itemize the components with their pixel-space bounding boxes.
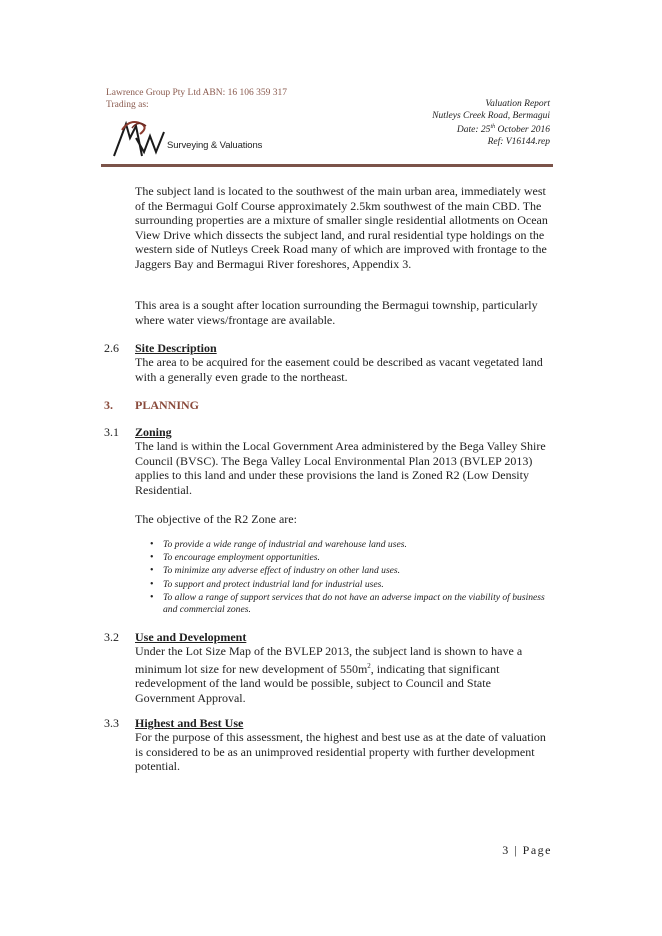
section-number-3-2: 3.2: [104, 630, 119, 644]
list-item: • To encourage employment opportunities.: [150, 552, 550, 564]
company-line: Lawrence Group Pty Ltd ABN: 16 106 359 317: [106, 88, 288, 98]
report-ref-code: Ref: V16144.rep: [487, 136, 550, 147]
list-item: • To minimize any adverse effect of industry on other land uses.: [150, 565, 550, 577]
paragraph-location: The subject land is located to the southwest of the main urban area, immediately west of the Bermagui Golf Course approximately 2.5km southwest of the main CBD. The surrounding properties are a mixture of smaller single residential allotments on Ocean View Drive which dissects the subject land, and rural residential type holdings on the western side of Nutleys Creek Road many of which are improved with frontage to the Jaggers Bay and Bermagui River foreshores, Appendix 3.: [135, 184, 548, 271]
section-number-3-3: 3.3: [104, 716, 119, 730]
company-header: [106, 87, 287, 111]
section-number-3-1: 3.1: [104, 425, 119, 439]
use-development-text: Under the Lot Size Map of the BVLEP 2013, the subject land is shown to have a minimum lot size for new development of $550m^2$, indicating that significant redevelopment of the land would be possible, subject to Council and State Government Approval.: [135, 644, 523, 705]
logo-text: Surveying & Valuations: [167, 140, 263, 151]
zoning-objective-intro: The objective of the R2 Zone are:: [135, 512, 297, 526]
highest-best-use-text: For the purpose of this assessment, the highest and best use as at the date of valuation is considered to be as an unimproved residential property with further development potential.: [135, 730, 546, 774]
section-number-3: 3.: [104, 398, 113, 412]
list-item: • To support and protect industrial land for industrial uses.: [150, 579, 550, 591]
report-address: Nutleys Creek Road, Bermagui: [432, 110, 550, 121]
paragraph-sought-after: This area is a sought after location surrounding the Bermagui township, particularly where water views/frontage are available.: [135, 298, 538, 327]
section-title-site-description: Site Description: [135, 341, 217, 355]
header-divider: [101, 164, 553, 167]
company-logo: [112, 116, 282, 158]
section-title-use-and-development: Use and Development: [135, 630, 247, 644]
report-title: Valuation Report: [485, 99, 550, 109]
section-number-2-6: 2.6: [104, 341, 119, 355]
page-number: 3 | Page: [502, 843, 552, 857]
zoning-text: The land is within the Local Government Area administered by the Bega Valley Shire Council (BVSC). The Bega Valley Local Environmental Plan 2013 (BVLEP 2013) applies to this land and under these provisions the land is Zoned R2 (Low Density Residential.: [135, 439, 546, 497]
section-title-planning: PLANNING: [135, 398, 200, 412]
report-date: Date: 25th October 2016: [456, 124, 550, 136]
list-item: • To provide a wide range of industrial and warehouse land uses.: [150, 539, 550, 551]
trading-as: Trading as:: [106, 100, 149, 110]
section-title-zoning: Zoning: [135, 425, 172, 439]
report-reference: [432, 99, 550, 148]
site-description-text: The area to be acquired for the easement could be described as vacant vegetated land with a generally even grade to the northeast.: [135, 355, 543, 384]
list-item: • To allow a range of support services that do not have an adverse impact on the viability of business and commercial zones.: [150, 592, 550, 615]
section-title-highest-best-use: Highest and Best Use: [135, 716, 244, 730]
objectives-list: [150, 539, 550, 617]
